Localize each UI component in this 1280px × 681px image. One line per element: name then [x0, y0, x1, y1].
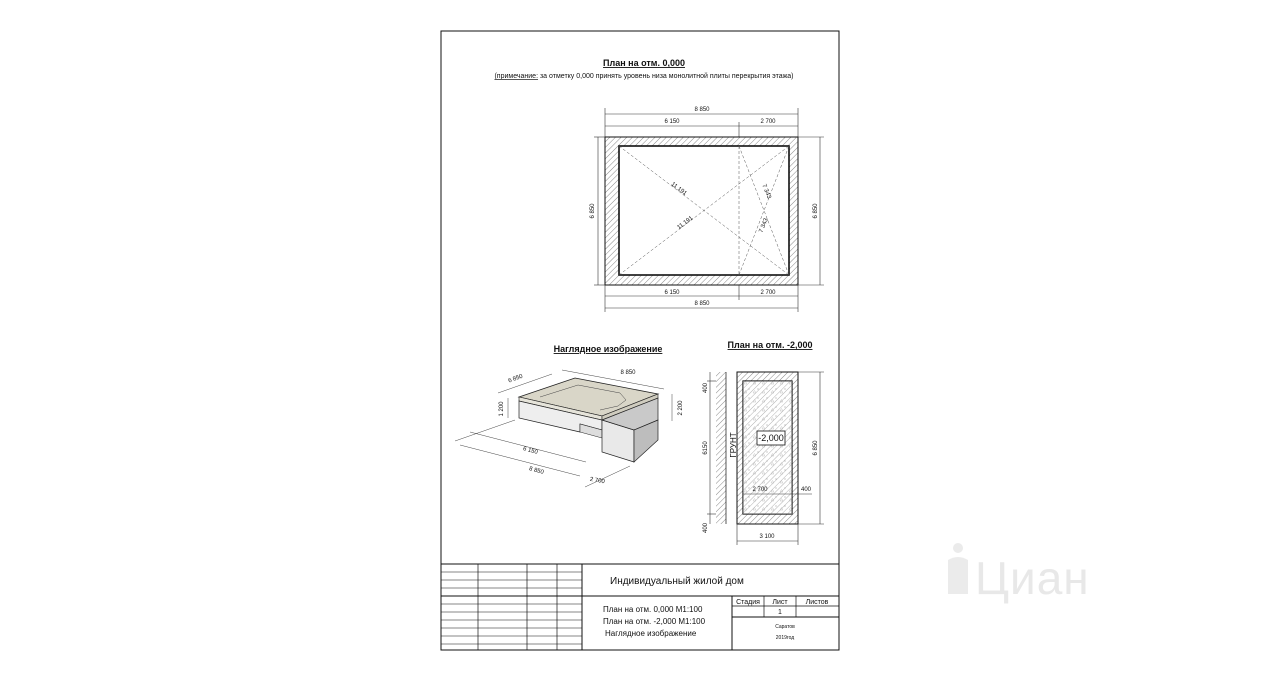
plan2-title: План на отм. -2,000 [727, 340, 813, 350]
plan0-dim-top-left: 6 150 [664, 119, 680, 125]
watermark-text: Циан [975, 552, 1090, 604]
plan2-dim-left-mid: 6150 [703, 441, 709, 455]
plan2-dim-bottom: 3 100 [759, 534, 775, 540]
tb-year: 2019год [775, 635, 795, 641]
plan0-diag-2: 11 191 [676, 215, 695, 231]
tb-sheet-3: Наглядное изображение [605, 629, 697, 638]
plan0-dim-right: 6 850 [813, 203, 819, 219]
plan0-dim-bottom-right: 2 700 [760, 290, 776, 296]
plan0-diag-4: 7 343 [758, 217, 770, 234]
plan0-diag-1: 11 191 [669, 181, 688, 197]
plan0-dim-total-top: 8 850 [694, 107, 710, 113]
plan2-dim-top-left: 400 [703, 382, 709, 394]
plan2-soil: ГРУНТ [729, 432, 738, 458]
tb-col-stage: Стадия [736, 599, 760, 606]
plan2-dim-inner-right: 400 [800, 487, 812, 493]
tb-col-sheets: Листов [805, 599, 829, 606]
plan0-note: (примечание: за отметку 0,000 принять уровень низа монолитной плиты перекрытия этажа) [494, 73, 794, 80]
tb-sheet-number: 1 [778, 609, 782, 616]
plan-0000 [494, 58, 824, 312]
iso-title: Наглядное изображение [553, 344, 663, 354]
cian-logo-icon [948, 543, 968, 594]
plan0-dim-top-right: 2 700 [760, 119, 776, 125]
plan0-diag-3: 7 343 [760, 183, 772, 200]
tb-sheet-1: План на отм. 0,000 М1:100 [603, 605, 703, 614]
plan0-dim-total-bottom: 8 850 [694, 301, 710, 307]
iso-dim-height-right: 2 200 [678, 400, 684, 416]
tb-project: Индивидуальный жилой дом [610, 576, 744, 587]
tb-col-sheet: Лист [772, 599, 788, 606]
plan0-dim-bottom-left: 6 150 [664, 290, 680, 296]
iso-dim-width: 6 850 [507, 373, 524, 385]
tb-city: Саратов [775, 624, 795, 630]
iso-dim-lower-c: 2 700 [589, 476, 606, 486]
iso-dim-height-left: 1 200 [499, 401, 505, 417]
watermark [948, 543, 1090, 604]
iso-dim-length: 8 850 [620, 370, 636, 376]
isometric-view [455, 344, 684, 487]
plan0-dim-left: 6 850 [590, 203, 596, 219]
plan0-title: План на отм. 0,000 [603, 58, 685, 68]
iso-dim-lower-b: 8 850 [528, 466, 545, 476]
plan2-dim-right: 6 850 [813, 440, 819, 456]
plan-minus-2000 [703, 340, 824, 545]
iso-dim-lower-a: 6 150 [522, 446, 539, 456]
plan2-dim-bottom-left: 400 [703, 522, 709, 534]
plan2-level: -2,000 [758, 433, 784, 443]
tb-sheet-2: План на отм. -2,000 М1:100 [603, 617, 706, 626]
plan2-dim-inner-bottom: 2 700 [752, 487, 768, 493]
